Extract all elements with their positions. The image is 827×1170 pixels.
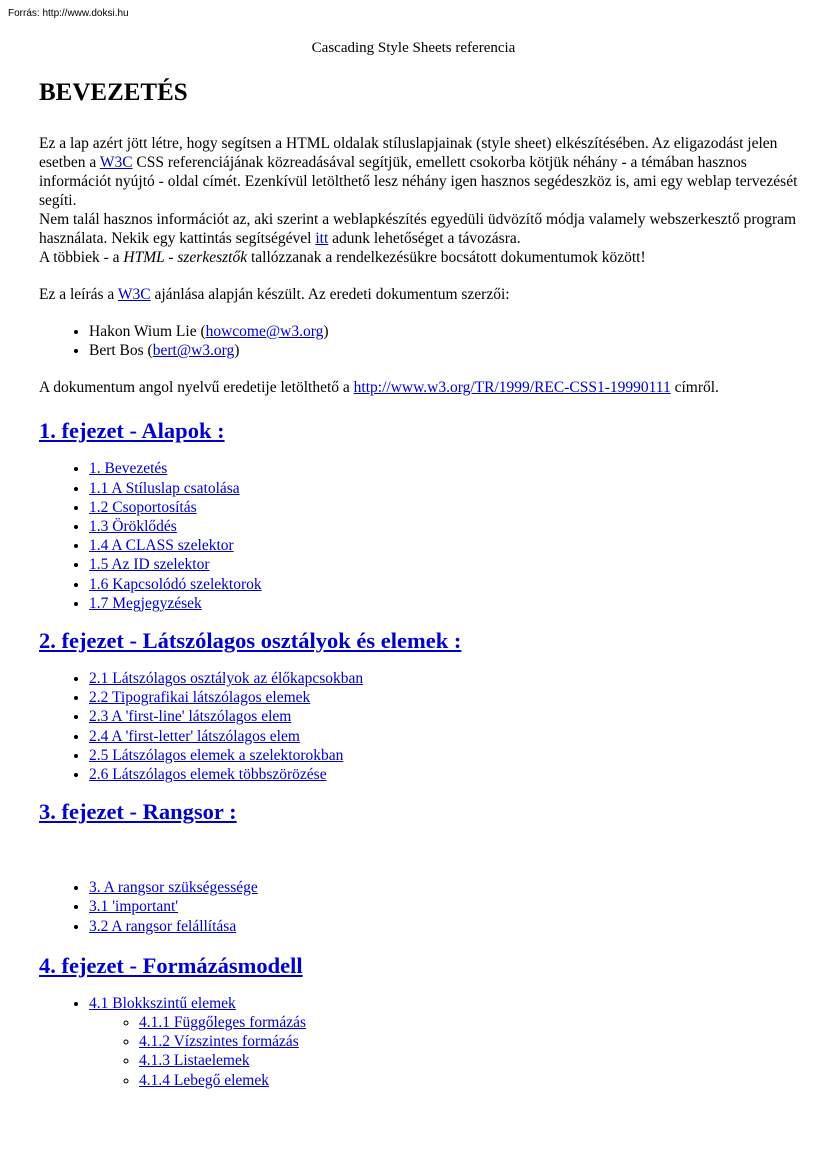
chapter-3-list [39, 878, 799, 936]
toc-link[interactable]: 1.1 A Stíluslap csatolása [89, 479, 240, 497]
list-item [89, 536, 799, 555]
w3c-link[interactable]: W3C [99, 154, 133, 171]
intro-paragraph-2: Nem talál hasznos információt az, aki szerint a weblapkészítés egyedüli üdvözítő módja valamely webszerkesztő program használata. Nekik egy kattintás segítségével itt adunk lehetőséget a távozásra. [39, 211, 797, 247]
list-item [89, 688, 799, 707]
toc-link[interactable]: 1.2 Csoportosítás [89, 498, 197, 516]
list-item: • Bert Bos (bert@w3.org) [89, 341, 799, 360]
list-item [139, 1013, 799, 1032]
leave-link[interactable]: itt [315, 230, 329, 247]
list-item [139, 1051, 799, 1070]
list-item [89, 594, 799, 613]
list-item [89, 765, 799, 784]
toc-link[interactable]: 2.1 Látszólagos osztályok az élőkapcsokban [89, 670, 364, 688]
list-item [89, 517, 799, 536]
toc-link[interactable]: 4.1.4 Lebegő elemek [139, 1071, 269, 1089]
original-doc-link[interactable]: http://www.w3.org/TR/1999/REC-CSS1-19990111 [353, 379, 671, 397]
chapter-4-sublist [89, 1013, 799, 1090]
list-item [89, 746, 799, 765]
chapter-1-link[interactable]: 1. fejezet - Alapok : [39, 418, 225, 444]
list-item [89, 498, 799, 517]
toc-link[interactable]: 3.1 'important' [89, 898, 179, 916]
chapter-4-heading [39, 952, 799, 980]
list-item [89, 459, 799, 478]
toc-link[interactable]: 1.3 Öröklődés [89, 518, 177, 536]
toc-link[interactable]: 3.2 A rangsor felállítása [89, 917, 237, 935]
list-item [139, 1071, 799, 1090]
list-item [89, 575, 799, 594]
list-item [89, 707, 799, 726]
list-item [89, 727, 799, 746]
toc-link[interactable]: 4.1.3 Listaelemek [139, 1052, 250, 1070]
chapter-4-list [39, 994, 799, 1090]
toc-link[interactable]: 1. Bevezetés [89, 460, 168, 478]
list-item [89, 897, 799, 916]
intro-paragraph-4: Ez a leírás a W3C ajánlása alapján készült. Az eredeti dokumentum szerzői: [39, 286, 510, 303]
toc-link[interactable]: 3. A rangsor szükségessége [89, 879, 258, 897]
toc-link[interactable]: 2.5 Látszólagos elemek a szelektorokban [89, 746, 344, 764]
intro-paragraph-3: A többiek - a HTML - szerkesztők tallózzanak a rendelkezésükre bocsátott dokumentumok között! [39, 249, 646, 266]
list-item [89, 479, 799, 498]
chapter-3-heading [39, 798, 799, 826]
chapter-1-list [39, 459, 799, 613]
toc-link[interactable]: 4.1 Blokkszintű elemek [89, 994, 236, 1012]
chapter-4-link[interactable]: 4. fejezet - Formázásmodell [39, 952, 303, 978]
page-header-title: Cascading Style Sheets referencia [311, 40, 516, 56]
chapter-1-heading [39, 417, 799, 445]
intro-paragraph-5: A dokumentum angol nyelvű eredetije letölthető a http://www.w3.org/TR/1999/REC-CSS1-19990111 címről. [39, 379, 719, 397]
toc-link[interactable]: 4.1.2 Vízszintes formázás [139, 1033, 299, 1051]
list-item [89, 878, 799, 897]
intro-paragraph-1: Ez a lap azért jött létre, hogy segítsen a HTML oldalak stíluslapjainak (style sheet) elkészítésében. Az eligazodást jelen esetben a W3C CSS referenciájának közreadásával segítjük, emellett csokorba kötjük néhány - a témában hasznos információt nyújtó - oldal címét. Ezenkívül letölthető lesz néhány igen hasznos segédeszköz is, ami egy weblap tervezését segíti. [39, 135, 798, 209]
source-label: Forrás: http://www.doksi.hu [8, 8, 129, 19]
toc-link[interactable]: 1.6 Kapcsolódó szelektorok [89, 575, 262, 593]
toc-link[interactable]: 2.6 Látszólagos elemek többszörözése [89, 766, 327, 784]
toc-link[interactable]: 1.5 Az ID szelektor [89, 556, 210, 574]
toc-link[interactable]: 4.1.1 Függőleges formázás [139, 1014, 307, 1032]
chapter-2-link[interactable]: 2. fejezet - Látszólagos osztályok és elemek : [39, 628, 462, 654]
toc-link[interactable]: 2.3 A 'first-line' látszólagos elem [89, 708, 292, 726]
w3c-link-2[interactable]: W3C [117, 286, 151, 303]
author-email-link[interactable]: howcome@w3.org [205, 323, 324, 340]
chapter-3-link[interactable]: 3. fejezet - Rangsor : [39, 799, 237, 825]
list-item [89, 669, 799, 688]
list-item: • Hakon Wium Lie (howcome@w3.org) [89, 322, 799, 341]
toc-link[interactable]: 1.4 A CLASS szelektor [89, 537, 234, 555]
author-email-link[interactable]: bert@w3.org [152, 342, 235, 360]
toc-link[interactable]: 2.2 Tipografikai látszólagos elemek [89, 689, 311, 707]
page-title: BEVEZETÉS [39, 79, 188, 106]
authors-list [39, 322, 799, 360]
list-item [139, 1032, 799, 1051]
chapter-2-list [39, 669, 799, 784]
chapter-2-heading [39, 627, 799, 655]
toc-link[interactable]: 2.4 A 'first-letter' látszólagos elem [89, 727, 300, 745]
list-item [89, 555, 799, 574]
list-item [89, 994, 799, 1090]
document-body [39, 78, 799, 1090]
list-item [89, 917, 799, 936]
toc-link[interactable]: 1.7 Megjegyzések [89, 594, 202, 612]
